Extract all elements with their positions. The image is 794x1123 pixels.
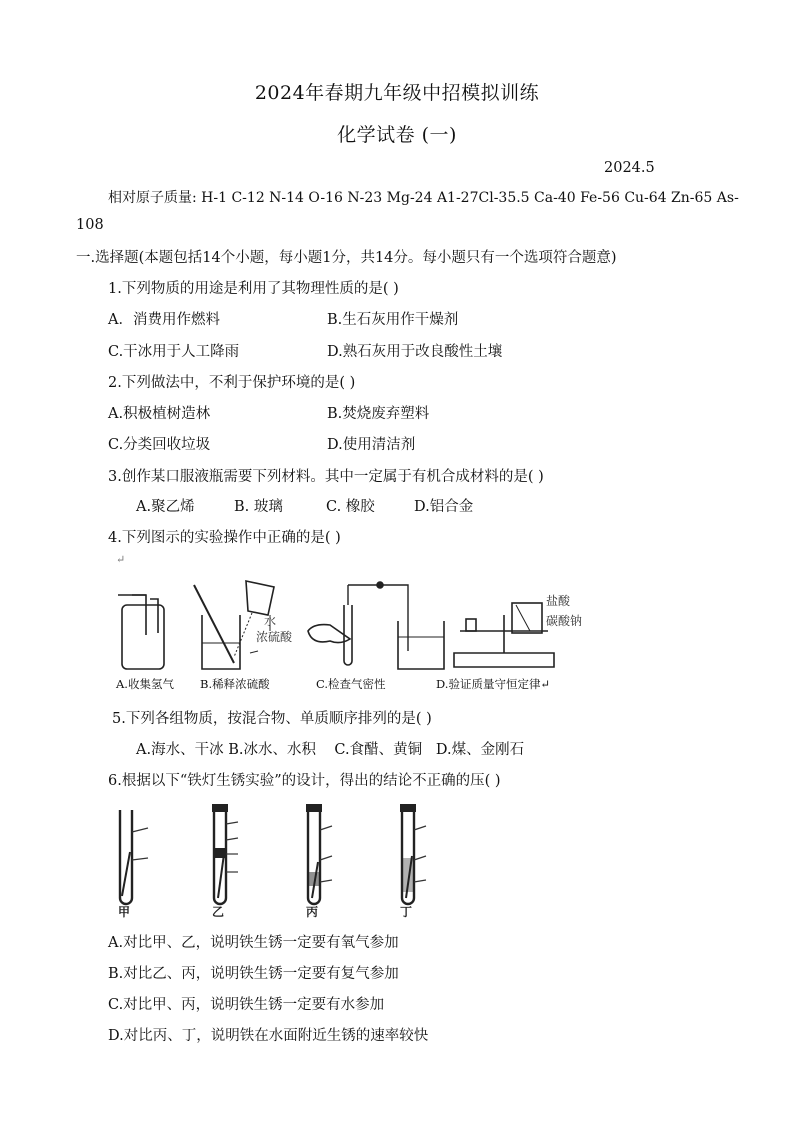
q2-option-a[interactable]: A.积极植树造林 (108, 406, 211, 422)
tube-label-bing: 丙 (306, 905, 319, 919)
atomic-mass-line2: 108 (76, 217, 104, 233)
q4-label-d: D.验证质量守恒定律↵ (436, 677, 551, 691)
glass-rod-icon (194, 585, 234, 663)
q5-stem: 5.下列各组物质，按混合物、单质顺序排列的是( ) (112, 711, 432, 727)
tube-label-yi: 乙 (212, 905, 225, 919)
q3-stem: 3.创作某口服液瓶需要下列材料。其中一定属于有机合成材料的是( ) (108, 469, 544, 485)
q6-option-c[interactable]: C.对比甲、丙，说明铁生锈一定要有水参加 (108, 997, 385, 1013)
na2co3-annotation: 碳酸钠 (546, 614, 583, 628)
q6-option-d[interactable]: D.对比丙、丁，说明铁在水面附近生锈的速率较快 (108, 1028, 429, 1044)
q1-option-d[interactable]: D.熟石灰用于改良酸性土壤 (327, 344, 503, 360)
pouring-beaker-icon (246, 581, 274, 615)
section-heading: 一.选择题(本题包括14个小题，每小题1分，共14分。每小题只有一个选项符合题意) (76, 250, 617, 266)
q1-stem: 1.下列物质的用途是利用了其物理性质的是( ) (108, 281, 399, 297)
q6-rust-figure (100, 802, 500, 920)
q6-option-b[interactable]: B.对比乙、丙，说明铁生锈一定要有复气参加 (108, 966, 399, 982)
exam-title: 2024年春期九年级中招模拟训练 (254, 82, 540, 104)
return-mark: ↵ (116, 553, 126, 566)
beaker-c-icon (398, 621, 444, 669)
q4-label-a: A.收集氢气 (116, 677, 174, 691)
q2-option-d[interactable]: D.使用清洁剂 (327, 437, 416, 453)
q3-option-c[interactable]: C. 橡胶 (326, 499, 375, 515)
tube-jia-icon (120, 810, 132, 904)
q1-option-b[interactable]: B.生石灰用作干燥剂 (327, 312, 459, 328)
q4-stem: 4.下列图示的实验操作中正确的是( ) (108, 530, 341, 546)
q4-label-b: B.稀释浓硫酸 (200, 677, 270, 691)
balance-beaker-icon (512, 603, 542, 633)
conc-acid-annotation: 浓硫酸 (256, 630, 293, 644)
water-annotation: 水 (264, 614, 277, 628)
bottle-tubes-icon (132, 595, 158, 635)
q6-option-a[interactable]: A.对比甲、乙，说明铁生锈一定要有氧气参加 (108, 935, 399, 951)
q3-option-d[interactable]: D.铝合金 (414, 499, 474, 515)
atomic-mass-line1: 相对原子质量: H-1 C-12 N-14 O-16 N-23 Mg-24 A1-27Cl-35.5 Ca-40 Fe-56 Cu-64 Zn-65 As- (108, 190, 739, 206)
exam-subtitle: 化学试卷 (一) (337, 124, 457, 146)
exam-date: 2024.5 (604, 160, 655, 176)
q4-lab-figure (110, 575, 590, 675)
q2-stem: 2.下列做法中，不利于保护环境的是( ) (108, 375, 356, 391)
q2-option-c[interactable]: C.分类回收垃圾 (108, 437, 211, 453)
q1-option-c[interactable]: C.干冰用于人工降雨 (108, 344, 240, 360)
hcl-annotation: 盐酸 (546, 594, 571, 608)
q3-option-a[interactable]: A.聚乙烯 (136, 499, 195, 515)
q1-option-a[interactable]: A．消费用作燃料 (108, 312, 220, 328)
beaker-b-icon (202, 615, 240, 669)
q3-option-b[interactable]: B. 玻璃 (234, 499, 283, 515)
q4-label-c: C.检查气密性 (316, 677, 386, 691)
q6-stem: 6.根据以下“铁灯生锈实验”的设计，得出的结论不正确的压( ) (108, 773, 501, 789)
q2-option-b[interactable]: B.焚烧废弃塑料 (327, 406, 430, 422)
balance-icon (454, 653, 554, 667)
tube-label-jia: 甲 (118, 905, 131, 919)
tube-label-ding: 丁 (400, 905, 413, 919)
q5-options[interactable]: A.海水、干冰 B.冰水、水积 C.食醋、黄铜 D.煤、金刚石 (136, 742, 525, 758)
